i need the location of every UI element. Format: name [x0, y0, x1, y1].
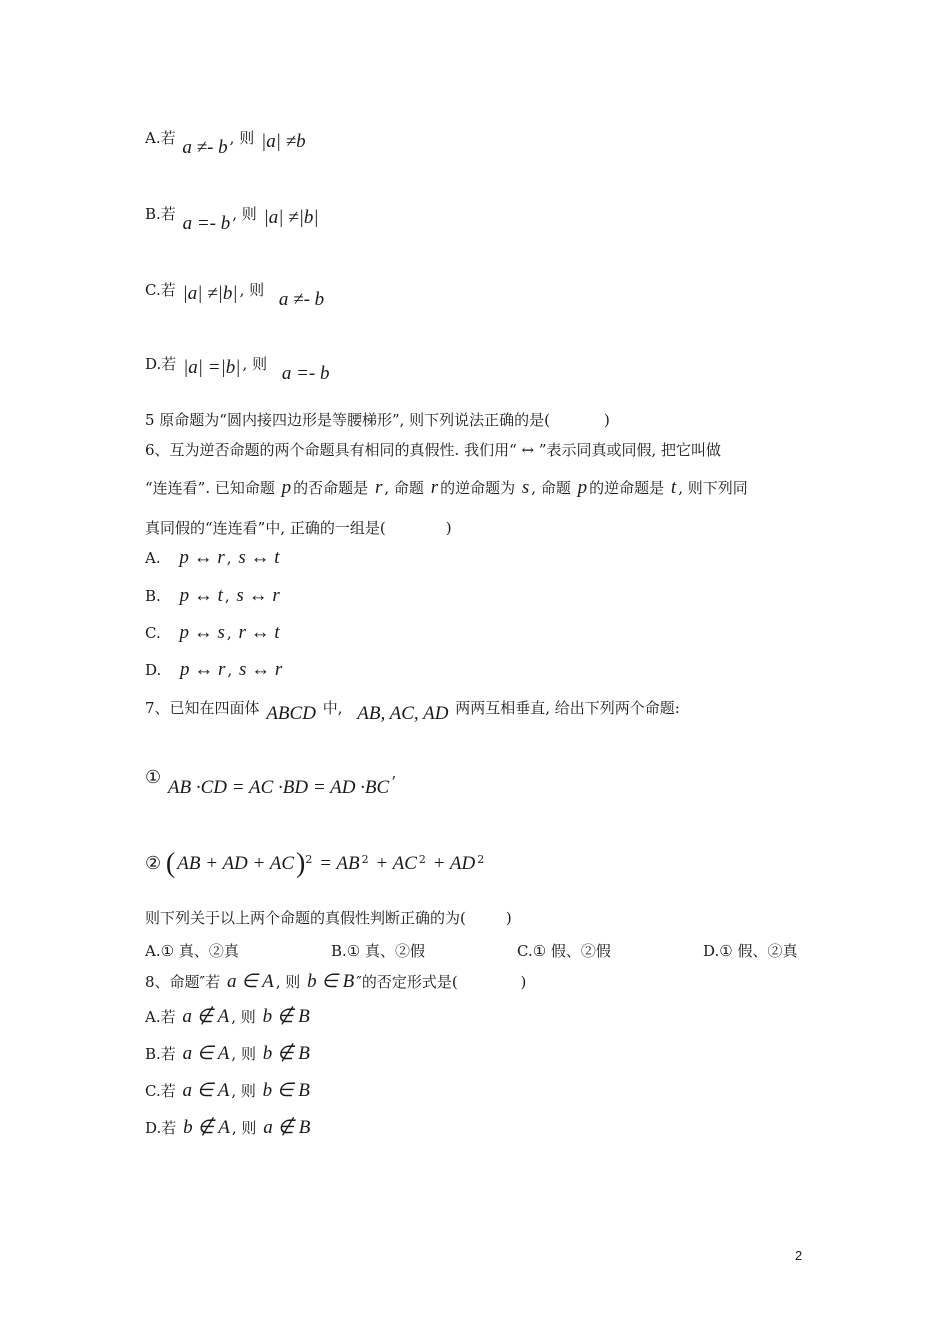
q4-option-d: D.若 |a| =|b| , 则 a =- b — [145, 355, 330, 384]
q6-option-c: C. p ↔ s , r ↔ t — [145, 622, 280, 643]
q7-option-b: B.① 真、②假 — [331, 942, 426, 960]
q8-stem: 8、命题″若 a ∈ A , 则 b ∈ B ″的否定形式是( ) — [145, 971, 527, 992]
q7-question: 则下列关于以上两个命题的真假性判断正确的为( ) — [145, 909, 512, 927]
q6-option-d: D. p ↔ r , s ↔ r — [145, 659, 283, 680]
q7-proposition-1: ① AB ·CD = AC ·BD = AD ·BC ’ — [145, 767, 396, 798]
right-paren: ) — [296, 848, 306, 879]
q6-stem-line2: “连连看”. 已知命题 p 的否命题是 r , 命题 r 的逆命题为 s , 命题 p 的逆命题是 t , 则下列同 — [145, 477, 748, 498]
q6-stem-line3: 真同假的“连连看”中, 正确的一组是( ) — [145, 519, 452, 537]
q8-option-d: D.若 b ∉ A , 则 a ∉ B — [145, 1117, 311, 1138]
q8-option-b: B.若 a ∈ A , 则 b ∉ B — [145, 1043, 310, 1064]
q6-stem-line1: 6、互为逆否命题的两个命题具有相同的真假性. 我们用“ ↔ ”表示同真或同假, 把它叫做 — [145, 441, 722, 459]
q4-option-a: A.若 a ≠- b , 则 |a| ≠b — [145, 129, 306, 158]
q4-option-b: B.若 a =- b , 则 |a| ≠|b| — [145, 205, 319, 234]
q7-proposition-2: ② ( AB + AD + AC)$^2$ = AB $^2$ + AC $^2$ + AD $^2$ — [145, 848, 485, 879]
q5-stem: 5 原命题为“圆内接四边形是等腰梯形”, 则下列说法正确的是( ) — [145, 411, 610, 429]
left-paren: ( — [165, 848, 176, 879]
q7-option-d: D.① 假、②真 — [703, 942, 798, 960]
q6-option-b: B. p ↔ t , s ↔ r — [145, 585, 280, 606]
q4-option-c: C.若 |a| ≠|b| , 则 a ≠- b — [145, 281, 325, 310]
q8-option-a: A.若 a ∉ A , 则 b ∉ B — [145, 1006, 310, 1027]
q6-option-a: A. p ↔ r , s ↔ t — [145, 547, 280, 568]
page-number: 2 — [795, 1248, 803, 1263]
q7-option-a: A.① 真、②真 — [145, 942, 239, 960]
q7-stem: 7、已知在四面体 ABCD 中, AB, AC, AD 两两互相垂直, 给出下列两个命题: — [145, 699, 680, 724]
q8-option-c: C.若 a ∈ A , 则 b ∈ B — [145, 1080, 310, 1101]
q7-option-c: C.① 假、②假 — [517, 942, 611, 960]
